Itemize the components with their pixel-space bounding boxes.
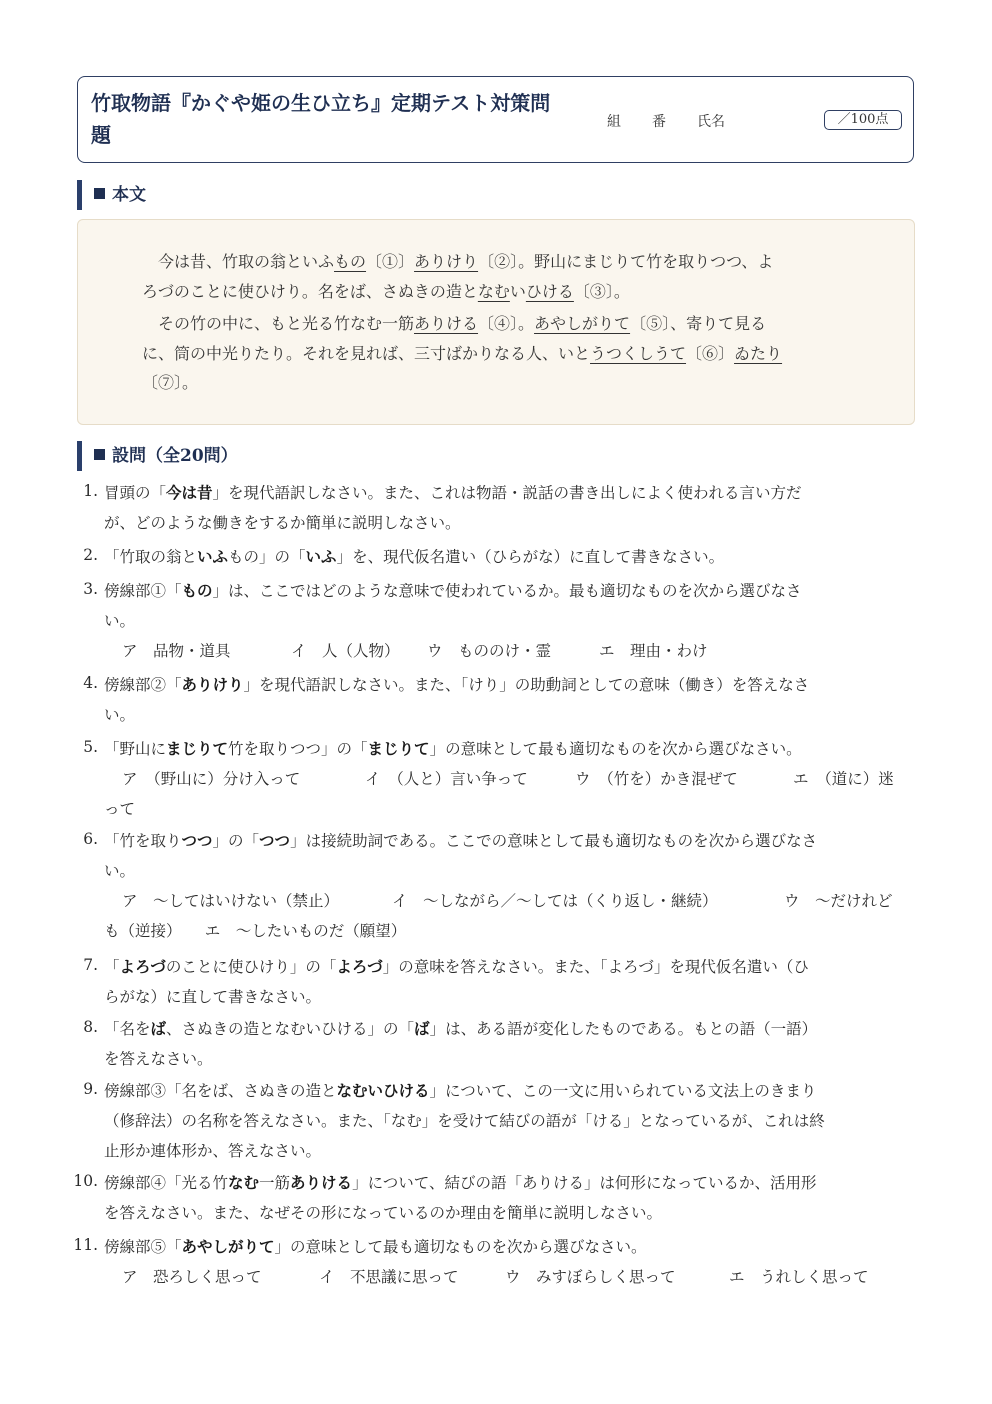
answer-option: エ うれしく思って <box>729 1268 869 1286</box>
main-text-box <box>77 219 915 425</box>
page-title <box>91 87 591 151</box>
answer-option: ウ もののけ・霊 <box>427 642 552 660</box>
question-text-line: い。 <box>104 706 136 724</box>
square-bullet-icon <box>94 449 105 460</box>
question-text-line: い。 <box>104 612 136 630</box>
text-line-1: 今は昔、竹取の翁といふもの〔①〕ありけり〔②〕。野山にまじりて竹を取りつつ、よ <box>142 252 774 271</box>
question-number: 5. <box>83 738 98 756</box>
underline-mono: もの <box>334 252 367 271</box>
text-line-2: ろづのことに使ひけり。名をば、さぬきの造となむいひける〔③〕。 <box>142 282 630 301</box>
question-text-line: 傍線部②「ありけり」を現代語訳しなさい。また、「けり」の助動詞としての意味（働き）を答えなさ <box>104 675 810 694</box>
text-line-5: 〔⑦〕。 <box>142 373 199 392</box>
answer-option-continued: も（逆接） エ ～したいものだ（願望） <box>104 922 407 940</box>
text-line-4: に、筒の中光りたり。それを見れば、三寸ばかりなる人、いとうつくしうて〔⑥〕ゐたり <box>142 344 783 363</box>
answer-option: エ 理由・わけ <box>599 642 708 660</box>
question-number: 9. <box>83 1080 98 1098</box>
underline-arikeri: ありけり <box>414 252 479 271</box>
question-text-line: 「よろづのことに使ひけり」の「よろづ」の意味を答えなさい。また、「よろづ」を現代仮名遣い（ひ <box>104 957 809 976</box>
question-text-line: 傍線部④「光る竹なむ一筋ありける」について、結びの語「ありける」は何形になっているか、活用形 <box>104 1173 817 1192</box>
answer-option: エ （道に）迷 <box>793 770 894 788</box>
square-bullet-icon <box>94 188 105 199</box>
answer-option: ウ みすぼらしく思って <box>505 1268 676 1286</box>
question-number: 8. <box>83 1018 98 1036</box>
question-number: 3. <box>83 580 98 598</box>
answer-option: ア （野山に）分け入って <box>122 770 301 788</box>
question-text-line: が、どのような働きをするか簡単に説明しなさい。 <box>104 514 461 532</box>
class-label: 組 <box>607 114 621 130</box>
answer-option: ウ ～だけれど <box>784 892 893 910</box>
questions-heading-label: 設問（全20問） <box>112 446 238 466</box>
question-number: 1. <box>83 482 98 500</box>
question-number: 7. <box>83 956 98 974</box>
question-text-line: 止形か連体形か、答えなさい。 <box>104 1142 322 1160</box>
questions-section-heading <box>77 441 238 471</box>
underline-ayashigarite: あやしがりて <box>534 314 631 333</box>
answer-option-continued: って <box>104 800 136 818</box>
question-number: 4. <box>83 674 98 692</box>
question-number: 6. <box>83 830 98 848</box>
answer-option: イ 不思議に思って <box>319 1268 459 1286</box>
question-text-line: らがな）に直して書きなさい。 <box>104 988 322 1006</box>
text-section-heading <box>77 180 146 210</box>
number-label: 番 <box>652 114 666 130</box>
answer-option: ア ～してはいけない（禁止） <box>122 892 340 910</box>
answer-option: ア 恐ろしく思って <box>122 1268 262 1286</box>
question-text-line: 「名をば、さぬきの造となむいひける」の「ば」は、ある語が変化したものである。もとの語（一語） <box>104 1019 818 1038</box>
question-text-line: 傍線部①「もの」は、ここではどのような意味で使われているか。最も適切なものを次から選びなさ <box>104 581 802 600</box>
question-text-line: 傍線部⑤「あやしがりて」の意味として最も適切なものを次から選びなさい。 <box>104 1237 647 1256</box>
answer-option: イ 人（人物） <box>291 642 400 660</box>
question-number: 2. <box>83 546 98 564</box>
question-text-line: い。 <box>104 862 136 880</box>
answer-option: イ ～しながら／～しては（くり返し・継続） <box>392 892 718 910</box>
underline-utsukushiute: うつくしうて <box>590 344 687 363</box>
title-line-1: 竹取物語『かぐや姫の生ひ立ち』定期テスト対策問 <box>91 91 551 115</box>
score-box: ／100点 <box>824 110 902 130</box>
underline-witari: ゐたり <box>734 344 783 363</box>
question-text-line: 「竹取の翁といふもの」の「いふ」を、現代仮名遣い（ひらがな）に直して書きなさい。 <box>104 547 725 566</box>
text-heading-label: 本文 <box>112 185 146 205</box>
name-label: 氏名 <box>697 114 725 130</box>
underline-arikeru: ありける <box>414 314 479 333</box>
question-text-line: 「竹を取りつつ」の「つつ」は接続助詞である。ここでの意味として最も適切なものを次から選びなさ <box>104 831 818 850</box>
question-text-line: （修辞法）の名称を答えなさい。また、「なむ」を受けて結びの語が「ける」となっているが、これは終 <box>104 1112 825 1130</box>
header-box <box>77 76 914 163</box>
question-number: 10. <box>73 1172 98 1190</box>
answer-option: ア 品物・道具 <box>122 642 231 660</box>
question-text-line: を答えなさい。 <box>104 1050 213 1068</box>
title-line-2: 題 <box>91 123 111 147</box>
text-line-3: その竹の中に、もと光る竹なむ一筋ありける〔④〕。あやしがりて〔⑤〕、寄りて見る <box>142 314 767 333</box>
question-number: 11. <box>73 1236 98 1254</box>
question-text-line: 「野山にまじりて竹を取りつつ」の「まじりて」の意味として最も適切なものを次から選びなさい。 <box>104 739 802 758</box>
underline-hikeru: ひける <box>525 282 574 301</box>
question-text-line: 冒頭の「今は昔」を現代語訳しなさい。また、これは物語・説話の書き出しによく使われる言い方だ <box>104 483 802 502</box>
question-text-line: 傍線部③「名をば、さぬきの造となむいひける」について、この一文に用いられている文法上のきまり <box>104 1081 817 1100</box>
underline-namu: なむ <box>477 282 510 301</box>
answer-option: ウ （竹を）かき混ぜて <box>575 770 738 788</box>
question-text-line: を答えなさい。また、なぜその形になっているのか理由を簡単に説明しなさい。 <box>104 1204 663 1222</box>
answer-option: イ （人と）言い争って <box>365 770 528 788</box>
